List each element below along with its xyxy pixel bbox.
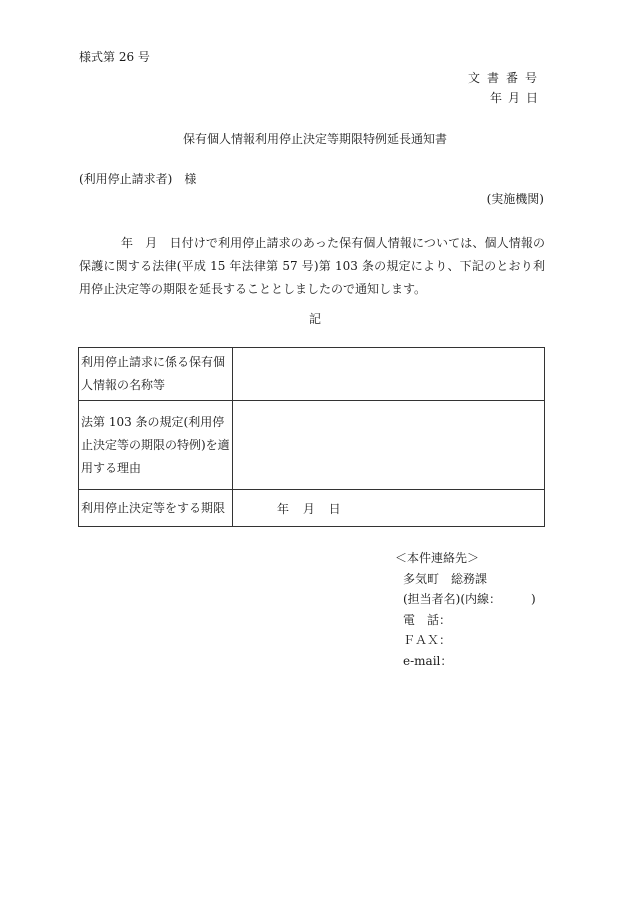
row-value bbox=[233, 401, 545, 490]
contact-department: 多気町 総務課 bbox=[403, 571, 488, 586]
contact-block bbox=[395, 548, 536, 671]
contact-phone: 電 話： bbox=[403, 612, 452, 627]
contact-fax: ＦＡＸ： bbox=[403, 633, 452, 647]
row-label: 利用停止請求に係る保有個人情報の名称等 bbox=[79, 348, 233, 401]
issuing-agency: (実施機関) bbox=[486, 192, 544, 206]
deadline-date: 年 月 日 bbox=[233, 490, 545, 527]
row-label: 利用停止決定等をする期限 bbox=[79, 490, 233, 527]
detail-table bbox=[78, 347, 545, 527]
contact-email: e-mail： bbox=[403, 653, 453, 668]
document-title: 保有個人情報利用停止決定等期限特例延長通知書 bbox=[182, 132, 447, 146]
contact-person: (担当者名)(内線： ) bbox=[403, 592, 536, 606]
document-date-label: 年月日 bbox=[489, 91, 544, 105]
form-number: 様式第 26 号 bbox=[79, 50, 150, 64]
row-value bbox=[233, 348, 545, 401]
table-row bbox=[79, 490, 545, 527]
table-row bbox=[79, 348, 545, 401]
document-number-label: 文書番号 bbox=[467, 71, 544, 85]
ki-heading: 記 bbox=[308, 312, 321, 326]
addressee: (利用停止請求者) 様 bbox=[79, 172, 197, 186]
contact-heading: ＜本件連絡先＞ bbox=[395, 551, 480, 565]
notice-body: 年 月 日付けで利用停止請求のあった保有個人情報については、個人情報の保護に関する法律(平成 15 年法律第 57 号)第 103 条の規定により、下記のとおり利用停止決定等の期限を延長することとしましたので通知します。 bbox=[79, 236, 545, 296]
table-row bbox=[79, 401, 545, 490]
row-label: 法第 103 条の規定(利用停止決定等の期限の特例)を適用する理由 bbox=[79, 401, 233, 490]
